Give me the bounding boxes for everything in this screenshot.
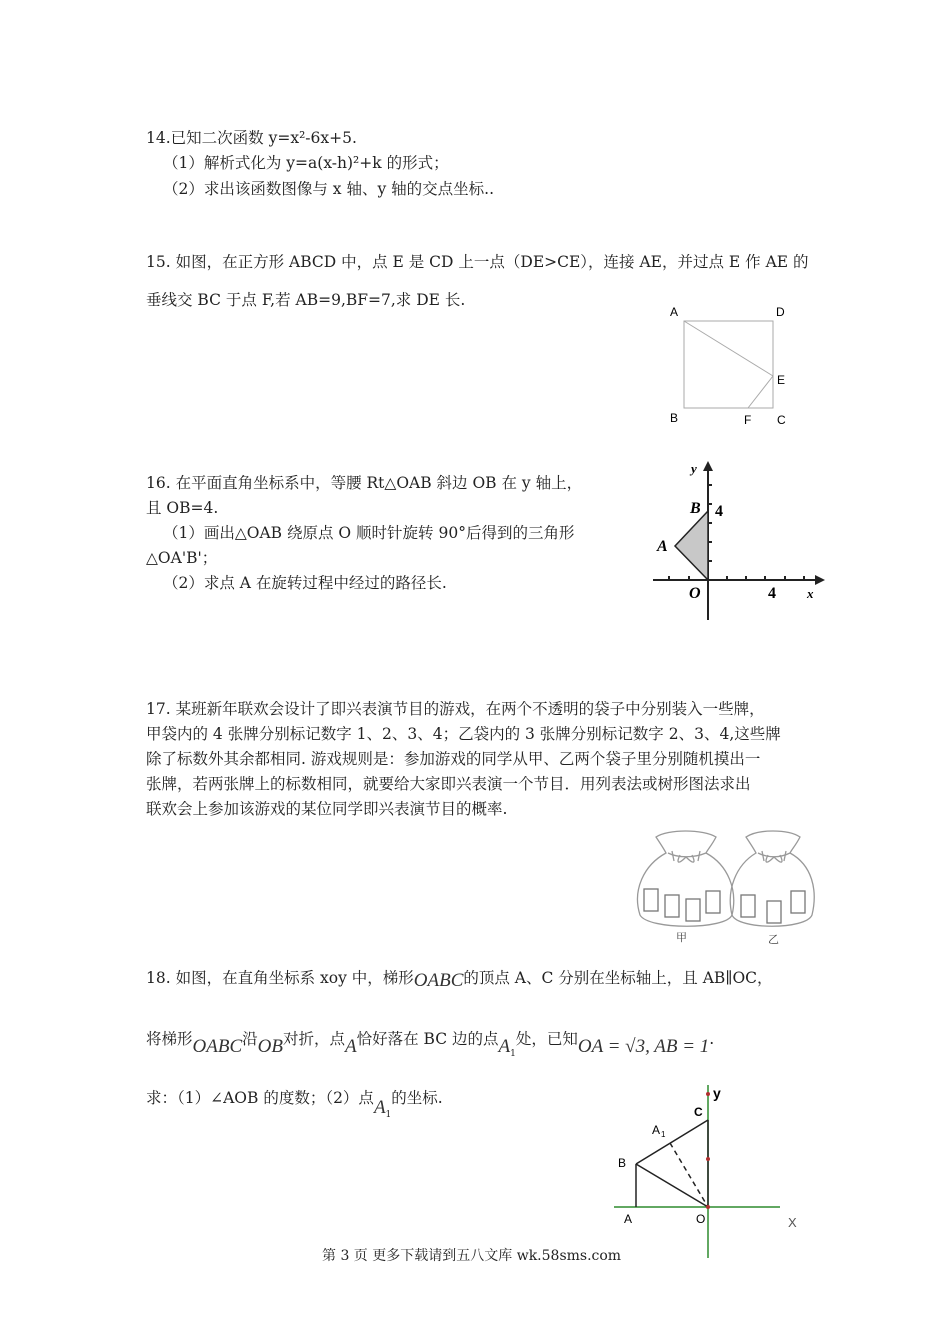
fig16-label-4y: 4 xyxy=(715,503,723,520)
bag-yi-icon xyxy=(730,831,814,926)
fig18-label-a1-sub: 1 xyxy=(661,1130,666,1139)
q16-line3: （1）画出△OAB 绕原点 O 顺时针旋转 90°后得到的三角形 xyxy=(163,524,575,542)
fig18-label-a: A xyxy=(624,1212,633,1226)
bag-jia-icon xyxy=(638,831,734,926)
q14-line3: （2）求出该函数图像与 x 轴、y 轴的交点坐标.. xyxy=(163,180,494,198)
q17-line5: 联欢会上参加该游戏的某位同学即兴表演节目的概率. xyxy=(146,800,508,818)
bag-jia-label: 甲 xyxy=(676,931,687,944)
fig15-label-f: F xyxy=(744,413,752,427)
fig15-label-b: B xyxy=(670,411,679,425)
fig16-label-x: x xyxy=(807,586,814,601)
q14-line1: 14.已知二次函数 y=x²-6x+5. xyxy=(146,129,357,147)
fig16-label-b: B xyxy=(690,500,701,517)
fig15-label-d: D xyxy=(776,305,785,319)
fig18-label-b: B xyxy=(618,1156,627,1170)
q16-line2: 且 OB=4. xyxy=(146,499,219,517)
q17-bags-figure xyxy=(628,825,818,950)
q18-trapezoid-figure xyxy=(610,1080,810,1260)
fig16-label-a: A xyxy=(657,538,668,555)
q18-line1: 18. 如图，在直角坐标系 xoy 中，梯形OABC的顶点 A、C 分别在坐标轴上，且 AB∥OC， xyxy=(146,969,773,991)
q18-line3: 求：（1）∠AOB 的度数；（2）点$A_1$的坐标. xyxy=(146,1089,443,1120)
fig15-label-a: A xyxy=(670,305,679,319)
q17-line3: 除了标数外其余都相同. 游戏规则是：参加游戏的同学从甲、乙两个袋子里分别随机摸出一 xyxy=(146,750,761,768)
fig18-label-o: O xyxy=(696,1212,706,1226)
q16-line4: △OA'B'； xyxy=(146,549,218,567)
q17-line2: 甲袋内的 4 张牌分别标记数字 1、2、3、4；乙袋内的 3 张牌分别标记数字 2、3、4,这些牌 xyxy=(146,725,781,743)
q16-coordinate-figure xyxy=(645,455,840,625)
fig15-label-c: C xyxy=(777,413,786,427)
fig16-label-y: y xyxy=(691,461,697,476)
q18-line2: 将梯形OABC沿OB对折，点A恰好落在 BC 边的点$A_1$处，已知OA = √3, AB = 1. xyxy=(146,1030,715,1059)
q15-line2: 垂线交 BC 于点 F,若 AB=9,BF=7,求 DE 长. xyxy=(146,291,466,309)
fig16-label-4x: 4 xyxy=(768,585,776,602)
bag-yi-label: 乙 xyxy=(768,933,779,946)
fig16-label-o: O xyxy=(689,585,701,602)
fig18-label-a1: A xyxy=(652,1123,661,1137)
fig18-label-x: X xyxy=(788,1215,797,1230)
q15-square-figure xyxy=(660,300,800,430)
q14-line2: （1）解析式化为 y=a(x-h)²+k 的形式； xyxy=(163,154,449,172)
fig18-label-y: y xyxy=(713,1085,721,1101)
page-footer: 第 3 页 更多下载请到五八文库 wk.58sms.com xyxy=(322,1248,622,1264)
q17-line1: 17. 某班新年联欢会设计了即兴表演节目的游戏，在两个不透明的袋子中分别装入一些牌， xyxy=(146,700,765,718)
q15-line1: 15. 如图，在正方形 ABCD 中，点 E 是 CD 上一点（DE>CE），连接 AE，并过点 E 作 AE 的 xyxy=(146,253,809,271)
q16-line1: 16. 在平面直角坐标系中，等腰 Rt△OAB 斜边 OB 在 y 轴上， xyxy=(146,474,583,492)
fig18-label-c: C xyxy=(694,1105,703,1119)
fig15-label-e: E xyxy=(777,373,786,387)
q16-line5: （2）求点 A 在旋转过程中经过的路径长. xyxy=(163,574,447,592)
q17-line4: 张牌，若两张牌上的标数相同，就要给大家即兴表演一个节目．用列表法或树形图法求出 xyxy=(146,775,751,793)
